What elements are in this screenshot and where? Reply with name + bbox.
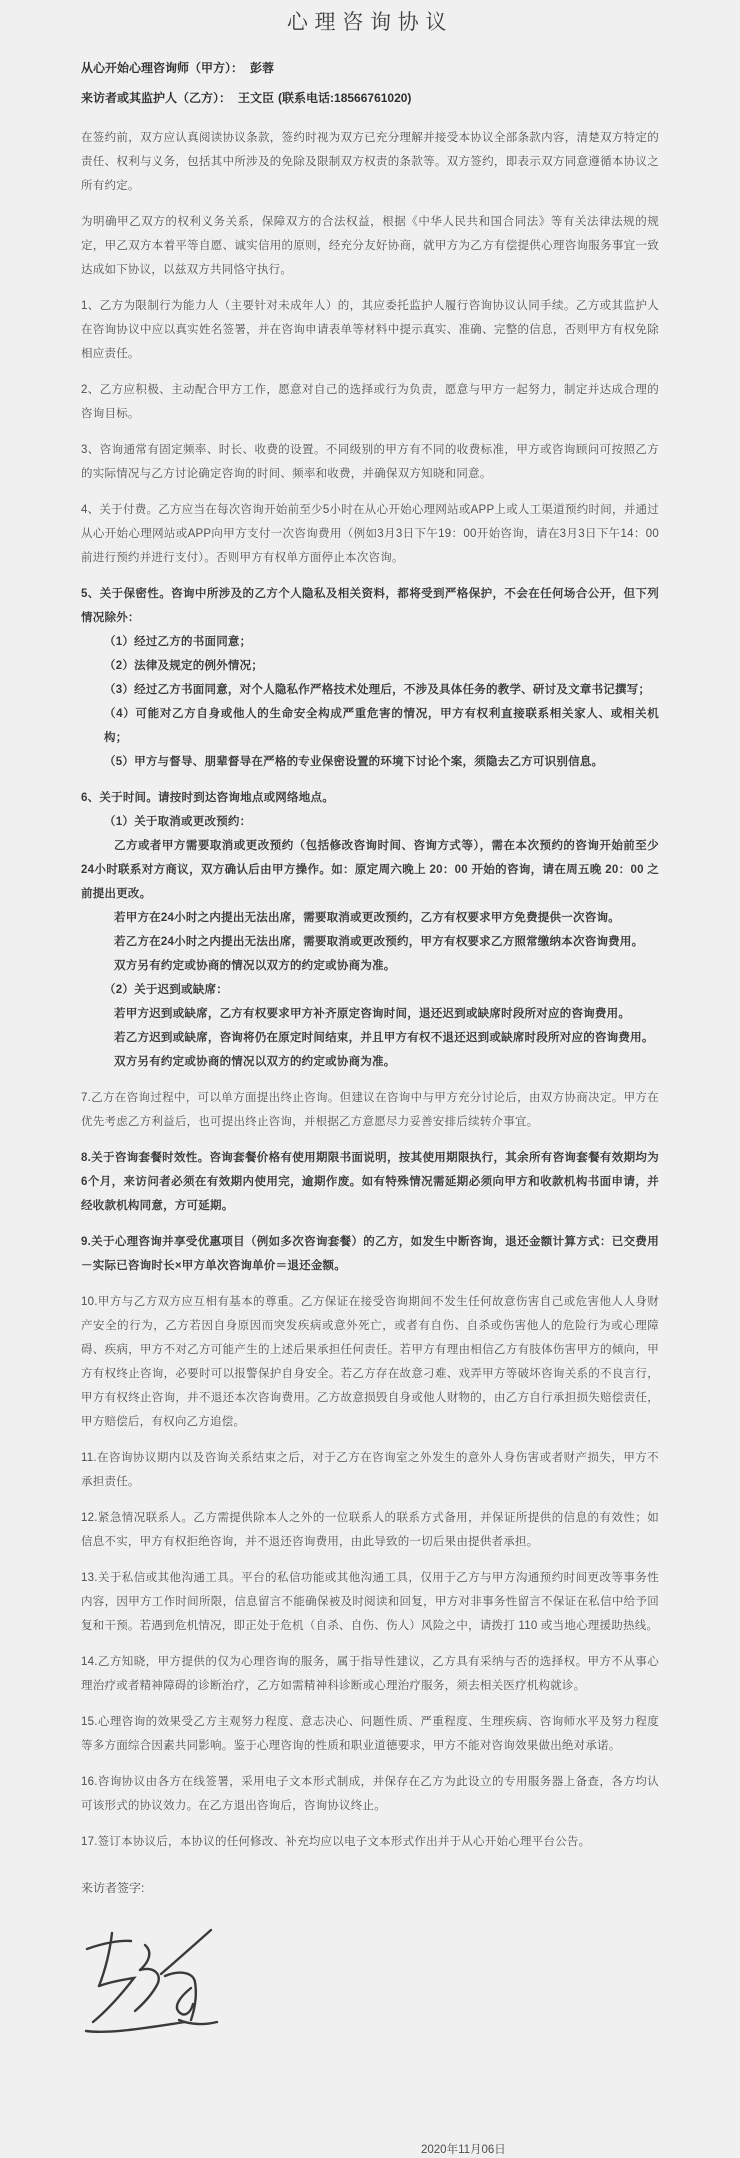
agreement-document [81, 0, 659, 2158]
paragraph-19: （2）关于迟到或缺席： [104, 984, 228, 996]
paragraph-1: 在签约前，双方应认真阅读协议条款，签约时视为双方已充分理解并接受本协议全部条款内容，清楚双方特定的责任、权利与义务，包括其中所涉及的免除及限制双方权责的条款等。双方签约，即表示双方同意遵循本协议之所有约定。 [81, 132, 659, 192]
paragraph-11: （4）可能对乙方自身或他人的生命安全构成严重危害的情况，甲方有权利直接联系相关家人、或相关机构； [104, 708, 659, 744]
paragraph-29: 13.关于私信或其他沟通工具。平台的私信功能或其他沟通工具，仅用于乙方与甲方沟通预约时间更改等事务性内容，因甲方工作时间所限，信息留言不能确保被及时阅读和回复，甲方对非事务性留言不保证在私信中给予回复和干预。若遇到危机情况，即正处于危机（自杀、自伤、伤人）风险之中，请拨打 110 或当地心理援助热线。 [81, 1572, 659, 1632]
paragraph-32: 16.咨询协议由各方在线签署，采用电子文本形式制成，并保存在乙方为此设立的专用服务器上备查，各方均认可该形式的协议效力。在乙方退出咨询后，咨询协议终止。 [81, 1776, 659, 1812]
paragraph-15: 乙方或者甲方需要取消或更改预约（包括修改咨询时间、咨询方式等），需在本次预约的咨询开始前至少24小时联系对方商议，双方确认后由甲方操作。如：原定周六晚上 20：00 开始的咨询，请在周五晚 20：00 之前提出更改。 [81, 840, 659, 900]
paragraph-21: 若乙方迟到或缺席，咨询将仍在原定时间结束，并且甲方有权不退还迟到或缺席时段所对应的咨询费用。 [114, 1032, 654, 1044]
paragraph-14: （1）关于取消或更改预约： [104, 816, 252, 828]
paragraph-2: 为明确甲乙双方的权利义务关系，保障双方的合法权益，根据《中华人民共和国合同法》等有关法律法规的规定，甲乙双方本着平等自愿、诚实信用的原则，经充分友好协商，就甲方为乙方有偿提供心理咨询服务事宜一致达成如下协议，以兹双方共同恪守执行。 [81, 216, 659, 276]
paragraph-7: 5、关于保密性。咨询中所涉及的乙方个人隐私及相关资料，都将受到严格保护，不会在任何场合公开，但下列情况除外： [81, 588, 659, 624]
paragraph-23: 7.乙方在咨询过程中，可以单方面提出终止咨询。但建议在咨询中与甲方充分讨论后，由双方协商决定。甲方在优先考虑乙方利益后，也可提出终止咨询，并根据乙方意愿尽力妥善安排后续转介事宜。 [81, 1092, 659, 1128]
party-a-label: 从心开始心理咨询师（甲方）： [81, 61, 244, 75]
paragraph-17: 若乙方在24小时之内提出无法出席，需要取消或更改预约，甲方有权要求乙方照常缴纳本次咨询费用。 [114, 936, 644, 948]
party-a-line [81, 60, 659, 76]
paragraph-5: 3、咨询通常有固定频率、时长、收费的设置。不同级别的甲方有不同的收费标准，甲方或咨询顾问可按照乙方的实际情况与乙方讨论确定咨询的时间、频率和收费，并确保双方知晓和同意。 [81, 444, 659, 480]
paragraph-25: 9.关于心理咨询并享受优惠项目（例如多次咨询套餐）的乙方，如发生中断咨询，退还金额计算方式：已交费用－实际已咨询时长×甲方单次咨询单价＝退还金额。 [81, 1236, 659, 1272]
handwritten-signature [83, 1928, 659, 2046]
signature-date: 2020年11月06日 [421, 2144, 506, 2156]
paragraph-10: （3）经过乙方书面同意，对个人隐私作严格技术处理后，不涉及具体任务的教学、研讨及文章书记撰写； [104, 684, 651, 696]
party-a-name: 彭蓉 [250, 61, 275, 75]
document-title: 心理咨询协议 [286, 11, 454, 34]
party-b-line [81, 90, 659, 106]
paragraph-26: 10.甲方与乙方双方应互相有基本的尊重。乙方保证在接受咨询期间不发生任何故意伤害自己或危害他人人身财产安全的行为，乙方若因自身原因而突发疾病或意外死亡，或者有自伤、自杀或伤害他人的危险行为或心理障碍、疾病，甲方不对乙方可能产生的上述后果承担任何责任。若甲方有理由相信乙方有肢体伤害甲方的倾向，甲方有权终止咨询，必要时可以报警保护自身安全。若乙方存在故意刁难、戏弄甲方等破坏咨询关系的不良言行，甲方有权终止咨询，并不退还本次咨询费用。乙方故意损毁自身或他人财物的，由乙方自行承担损失赔偿责任，甲方赔偿后，有权向乙方追偿。 [81, 1296, 659, 1428]
paragraph-33: 17.签订本协议后，本协议的任何修改、补充均应以电子文本形式作出并于从心开始心理平台公告。 [81, 1836, 591, 1848]
paragraph-31: 15.心理咨询的效果受乙方主观努力程度、意志决心、问题性质、严重程度、生理疾病、咨询师水平及努力程度等多方面综合因素共同影响。鉴于心理咨询的性质和职业道德要求，甲方不能对咨询效果做出绝对承诺。 [81, 1716, 659, 1752]
agreement-body [81, 126, 659, 1854]
paragraph-20: 若甲方迟到或缺席，乙方有权要求甲方补齐原定咨询时间，退还迟到或缺席时段所对应的咨询费用。 [114, 1008, 631, 1020]
paragraph-13: 6、关于时间。请按时到达咨询地点或网络地点。 [81, 792, 334, 804]
paragraph-4: 2、乙方应积极、主动配合甲方工作，愿意对自己的选择或行为负责，愿意与甲方一起努力，制定并达成合理的咨询目标。 [81, 384, 659, 420]
signature-strokes-icon [83, 1928, 233, 2043]
paragraph-16: 若甲方在24小时之内提出无法出席，需要取消或更改预约，乙方有权要求甲方免费提供一次咨询。 [114, 912, 620, 924]
paragraph-30: 14.乙方知晓，甲方提供的仅为心理咨询的服务，属于指导性建议，乙方具有采纳与否的选择权。甲方不从事心理治疗或者精神障碍的诊断治疗，乙方如需精神科诊断或心理治疗服务，须去相关医疗机构就诊。 [81, 1656, 659, 1692]
paragraph-18: 双方另有约定或协商的情况以双方的约定或协商为准。 [114, 960, 396, 972]
paragraph-12: （5）甲方与督导、朋辈督导在严格的专业保密设置的环境下讨论个案，须隐去乙方可识别信息。 [104, 756, 604, 768]
party-b-name: 王文臣 [238, 91, 275, 105]
party-b-phone: (联系电话:18566761020) [278, 91, 412, 105]
paragraph-3: 1、乙方为限制行为能力人（主要针对未成年人）的，其应委托监护人履行咨询协议认同手续。乙方或其监护人在咨询协议中应以真实姓名签署，并在咨询申请表单等材料中提示真实、准确、完整的信息，否则甲方有权免除相应责任。 [81, 300, 659, 360]
paragraph-24: 8.关于咨询套餐时效性。咨询套餐价格有使用期限书面说明，按其使用期限执行，其余所有咨询套餐有效期均为6个月，来访问者必须在有效期内使用完，逾期作废。如有特殊情况需延期必须向甲方和收款机构书面申请，并经收款机构同意，方可延期。 [81, 1152, 659, 1212]
paragraph-8: （1）经过乙方的书面同意； [104, 636, 252, 648]
visitor-signature-label: 来访者签字: [81, 1881, 145, 1895]
paragraph-22: 双方另有约定或协商的情况以双方的约定或协商为准。 [114, 1056, 396, 1068]
paragraph-9: （2）法律及规定的例外情况； [104, 660, 264, 672]
paragraph-27: 11.在咨询协议期内以及咨询关系结束之后，对于乙方在咨询室之外发生的意外人身伤害或者财产损失，甲方不承担责任。 [81, 1452, 659, 1488]
paragraph-6: 4、关于付费。乙方应当在每次咨询开始前至少5小时在从心开始心理网站或APP上或人工渠道预约时间，并通过从心开始心理网站或APP向甲方支付一次咨询费用（例如3月3日下午19：00开始咨询，请在3月3日下午14：00前进行预约并进行支付）。否则甲方有权单方面停止本次咨询。 [81, 504, 659, 564]
paragraph-28: 12.紧急情况联系人。乙方需提供除本人之外的一位联系人的联系方式备用，并保证所提供的信息的有效性；如信息不实，甲方有权拒绝咨询，并不退还咨询费用，由此导致的一切后果由提供者承担。 [81, 1512, 659, 1548]
party-b-label: 来访者或其监护人（乙方）： [81, 91, 232, 105]
